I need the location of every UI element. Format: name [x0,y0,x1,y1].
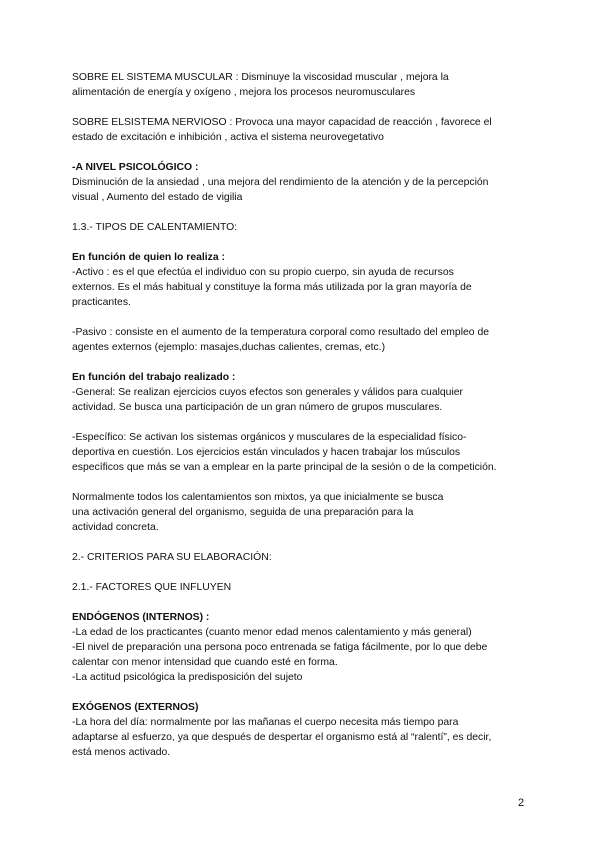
text-line: -General: Se realizan ejercicios cuyos efectos son generales y válidos para cualquier [72,387,464,398]
nervous-system-paragraph [72,115,532,145]
warmup-types-title [72,220,532,235]
section-title: 2.1.- FACTORES QUE INFLUYEN [72,582,232,593]
work-performed-section [72,370,532,415]
who-performs-section [72,250,532,310]
section-heading: En función de quien lo realiza : [72,252,225,263]
exogenous-section [72,700,532,760]
document-page [72,70,532,760]
text-line: Normalmente todos los calentamientos son mixtos, ya que inicialmente se busca [72,492,444,503]
page-number: 2 [518,797,525,809]
text-line: -La edad de los practicantes (cuanto menor edad menos calentamiento y más general) [72,627,472,638]
mixed-warmup-paragraph [72,490,532,535]
text-line: Disminución de la ansiedad , una mejora del rendimiento de la atención y de la percepción [72,177,489,188]
text-line: específicos que más se van a emplear en la parte principal de la sesión o de la competición. [72,462,497,473]
text-line: estado de excitación e inhibición , activa el sistema neurovegetativo [72,132,384,143]
text-line: adaptarse al esfuerzo, ya que después de despertar el organismo está al “ralentí”, es decir, [72,732,492,743]
specific-paragraph [72,430,532,475]
text-line: -La actitud psicológica la predisposición del sujeto [72,672,303,683]
text-line: -Específico: Se activan los sistemas orgánicos y musculares de la especialidad físico- [72,432,467,443]
text-line: -La hora del día: normalmente por las mañanas el cuerpo necesita más tiempo para [72,717,459,728]
text-line: actividad concreta. [72,522,159,533]
text-line: -Pasivo : consiste en el aumento de la temperatura corporal como resultado del empleo de [72,327,490,338]
section-heading: En función del trabajo realizado : [72,372,236,383]
text-line: actividad. Se busca una participación de un gran número de grupos musculares. [72,402,443,413]
muscular-system-paragraph [72,70,532,100]
criteria-title [72,550,532,565]
passive-paragraph [72,325,532,355]
text-line: -El nivel de preparación una persona poco entrenada se fatiga fácilmente, por lo que debe [72,642,488,653]
text-line: SOBRE ELSISTEMA NERVIOSO : Provoca una mayor capacidad de reacción , favorece el [72,117,492,128]
text-line: externos. Es el más habitual y constituye la forma más utilizada por la gran mayoría de [72,282,472,293]
text-line: alimentación de energía y oxígeno , mejora los procesos neuromusculares [72,87,416,98]
endogenous-section [72,610,532,685]
text-line: agentes externos (ejemplo: masajes,duchas calientes, cremas, etc.) [72,342,386,353]
text-line: deportiva en cuestión. Los ejercicios están vinculados y hacen trabajar los músculos [72,447,461,458]
section-heading: -A NIVEL PSICOLÓGICO : [72,162,199,173]
section-heading: EXÓGENOS (EXTERNOS) [72,702,199,713]
text-line: está menos activado. [72,747,171,758]
text-line: SOBRE EL SISTEMA MUSCULAR : Disminuye la viscosidad muscular , mejora la [72,72,449,83]
section-title: 1.3.- TIPOS DE CALENTAMIENTO: [72,222,238,233]
text-line: visual , Aumento del estado de vigilia [72,192,243,203]
factors-title [72,580,532,595]
text-line: calentar con menor intensidad que cuando esté en forma. [72,657,338,668]
section-heading: ENDÓGENOS (INTERNOS) : [72,612,210,623]
psychological-level-section [72,160,532,205]
text-line: practicantes. [72,297,131,308]
text-line: -Activo : es el que efectúa el individuo con su propio cuerpo, sin ayuda de recursos [72,267,454,278]
section-title: 2.- CRITERIOS PARA SU ELABORACIÓN: [72,552,272,563]
text-line: una activación general del organismo, seguida de una preparación para la [72,507,414,518]
